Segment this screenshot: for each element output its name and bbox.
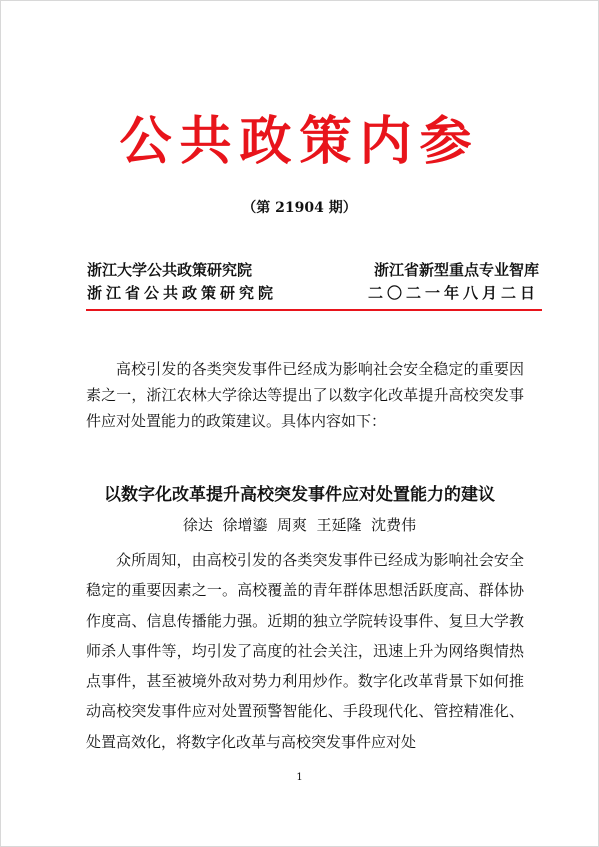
article-body: 众所周知，由高校引发的各类突发事件已经成为影响社会安全稳定的重要因素之一。高校覆盖的青年群体思想活跃度高、群体协作度高、信息传播能力强。近期的独立学院转设事件、复旦大学教师杀人事件等，均引发了高度的社会关注，迅速上升为网络舆情热点事件，甚至被境外敌对势力利用炒作。数字化改革背景下如何推动高校突发事件应对处置预警智能化、手段现代化、管控精准化、处置高效化，将数字化改革与高校突发事件应对处	[86, 551, 524, 751]
masthead-title: 公共政策内参	[119, 111, 480, 172]
issue-number: （第 21904 期）	[242, 200, 357, 216]
article-title: 以数字化改革提升高校突发事件应对处置能力的建议	[104, 485, 495, 505]
header-row-1	[87, 259, 539, 280]
org-left-1: 浙江大学公共政策研究院	[87, 261, 253, 279]
page-number: 1	[296, 772, 303, 783]
intro-paragraph: 高校引发的各类突发事件已经成为影响社会安全稳定的重要因素之一，浙江农林大学徐达等提出了以数字化改革提升高校突发事件应对处置能力的政策建议。具体内容如下：	[86, 360, 524, 430]
header-row-2	[87, 282, 539, 303]
article-authors: 徐达 徐增鎏 周爽 王延隆 沈费伟	[182, 516, 417, 534]
org-left-2: 浙江省公共政策研究院	[87, 284, 278, 302]
issue-date: 二〇二一年八月二日	[367, 284, 539, 302]
org-right-1: 浙江省新型重点专业智库	[373, 261, 539, 279]
red-divider	[86, 309, 542, 311]
